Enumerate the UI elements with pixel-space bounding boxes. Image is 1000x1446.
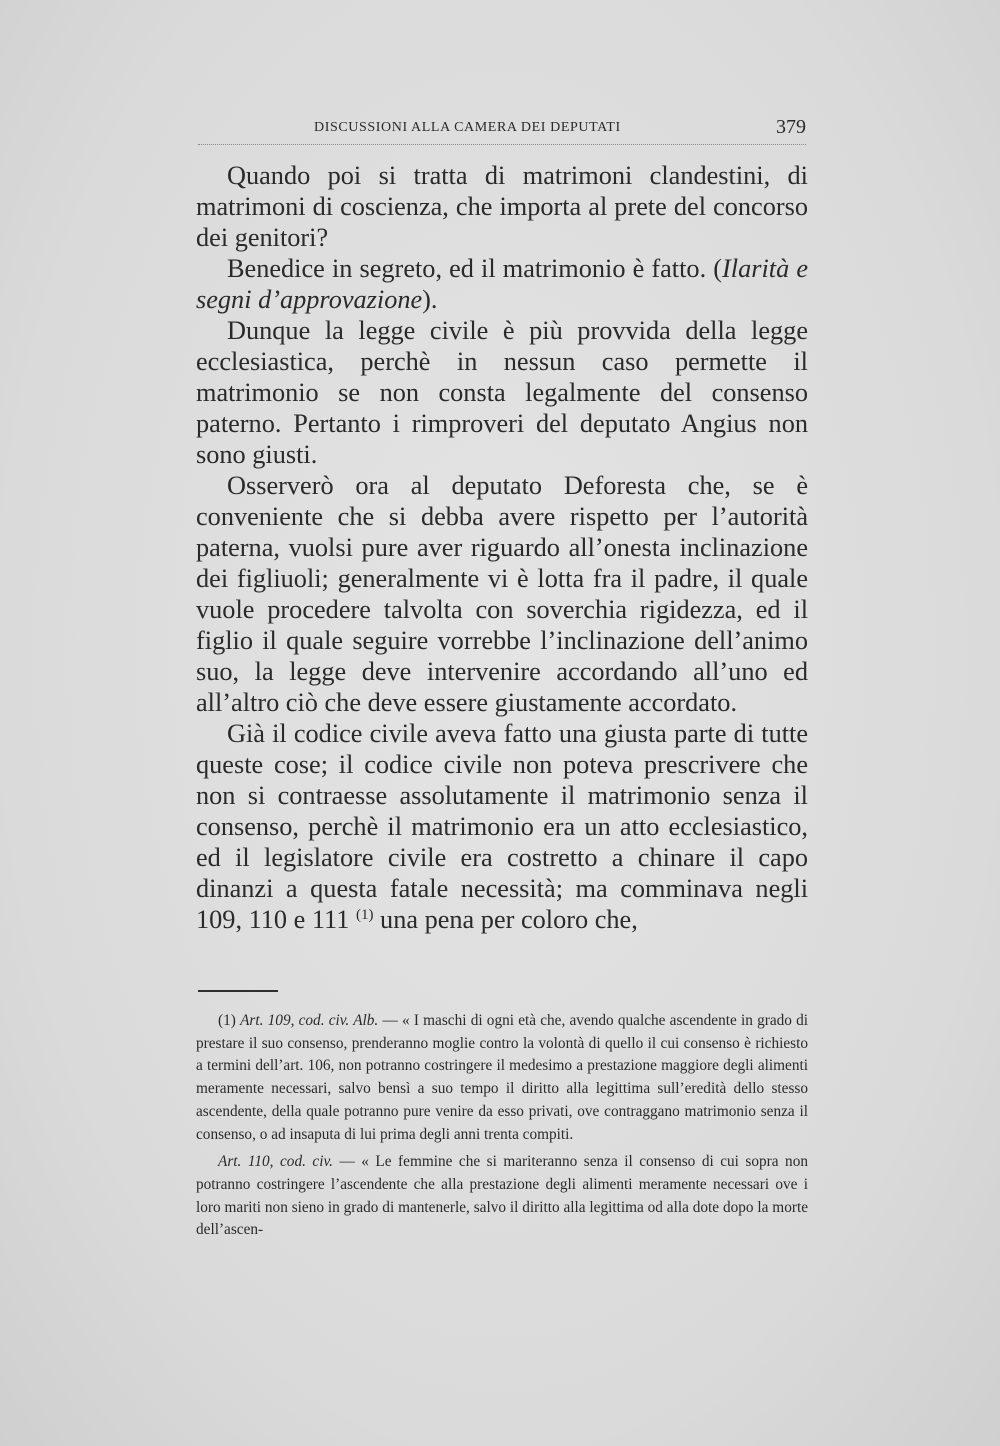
footnote-2-text: — « Le femmine che si mariteranno senza il consenso di cui sopra non potranno costringere l’ascendente che alla prestazione degli alimenti meramente necessari ove i loro mariti non sieno in grado di mantenerle, salvo il diritto alla legittima od alla dote dopo la morte dell’ascen- <box>196 1153 809 1239</box>
running-title: DISCUSSIONI ALLA CAMERA DEI DEPUTATI <box>314 120 621 135</box>
paragraph-3: Dunque la legge civile è più provvida della legge ecclesiastica, perchè in nessun caso permette il matrimonio se non consta legalmente del consenso paterno. Pertanto i rimproveri del deputato Angius non sono giusti. <box>196 316 808 469</box>
paragraph-4: Osserverò ora al deputato Deforesta che, se è conveniente che si debba avere rispetto per l’autorità paterna, vuolsi pure aver riguardo all’onesta inclinazione dei figliuoli; generalmente vi è lotta fra il padre, il quale vuole procedere talvolta con soverchia rigidezza, ed il figlio il quale seguire vorrebbe l’inclinazione dell’animo suo, la legge deve intervenire accordando all’uno ed all’altro ciò che deve essere giustamente accordato. <box>196 471 808 717</box>
footnote-divider <box>198 990 278 992</box>
footnote-2 <box>196 1151 808 1242</box>
paragraph-1: Quando poi si tratta di matrimoni clandestini, di matrimoni di coscienza, che importa al prete del concorso dei genitori? <box>196 161 808 252</box>
page-number: 379 <box>776 116 806 138</box>
paragraph-5 <box>196 718 808 935</box>
paragraph-2-text: Benedice in segreto, ed il matrimonio è fatto. ( <box>227 254 723 283</box>
paragraph-2 <box>196 253 808 315</box>
footnote-1 <box>196 1010 808 1146</box>
running-head <box>198 116 806 145</box>
paragraph-5-end: una pena per coloro che, <box>380 905 638 934</box>
footnote-1-citation: Art. 109, cod. civ. Alb. <box>240 1012 379 1029</box>
paragraph-5-text: Già il codice civile aveva fatto una giusta parte di tutte queste cose; il codice civile non poteva prescrivere che non si contraesse assolutamente il matrimonio senza il consenso, perchè il matrimonio era un atto ecclesiastico, ed il legislatore civile era costretto a chinare il capo dinanzi a questa fatale necessità; ma comminava negli 109, 110 e 111 <box>196 719 808 934</box>
footnote-reference[interactable]: (1) <box>355 907 374 923</box>
body-text <box>196 160 808 935</box>
footnote-2-citation: Art. 110, cod. civ. <box>218 1153 333 1171</box>
footnotes <box>196 1010 808 1242</box>
paragraph-2-end: ). <box>422 285 438 314</box>
stage-direction: Ilarità e segni d’approvazione <box>196 254 809 314</box>
footnote-1-marker: (1) <box>218 1012 236 1029</box>
footnote-1-text: — « I maschi di ogni età che, avendo qualche ascendente in grado di prestare il suo consenso, prenderanno moglie contro la volontà di quello il cui consenso è richiesto a termini dell’art. 106, non potranno costringere il medesimo a prestazione maggiore degli alimenti meramente necessari, salvo bensì a suo tempo il diritto alla legittima sull’eredità dello stesso ascendente, della quale potranno pure venire da esso privati, ove contraggano matrimonio senza il consenso, o ad insaputa di lui prima degli anni trenta compiti. <box>196 1012 809 1143</box>
